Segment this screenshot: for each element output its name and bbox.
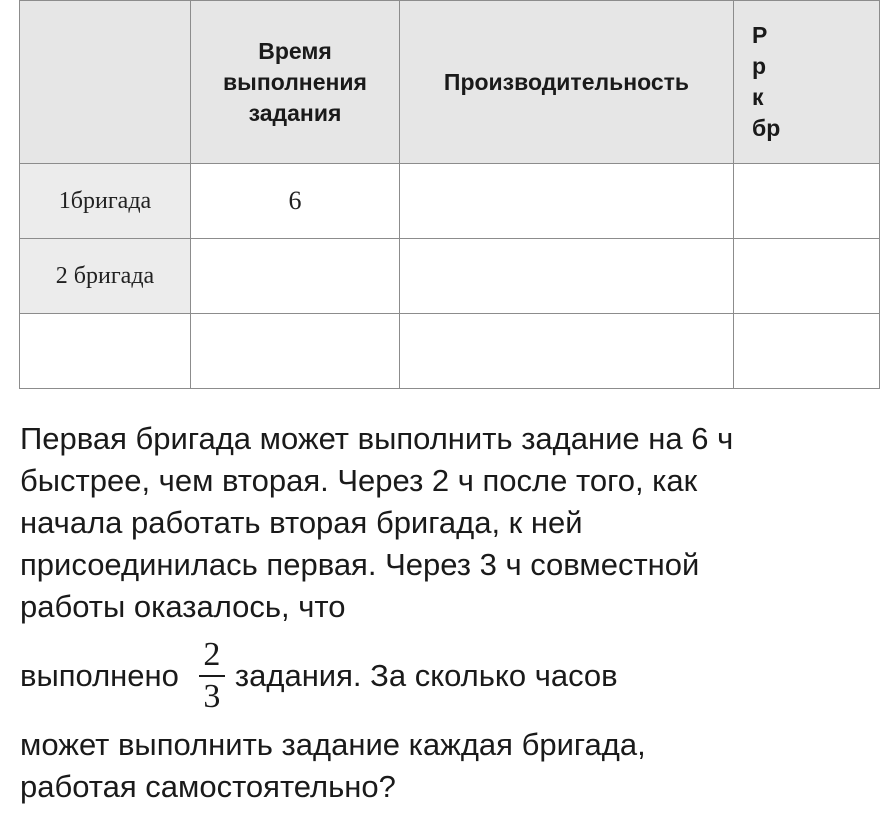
problem-fraction-line [20, 628, 765, 724]
table-row [20, 239, 880, 314]
row-label: 2 бригада [20, 239, 191, 314]
header-productivity-line: Производительность [443, 68, 690, 95]
fraction-denominator: 3 [203, 678, 221, 715]
header-productivity [400, 1, 734, 164]
table-cell [400, 239, 734, 314]
header-time-line: Время [258, 37, 332, 64]
problem-text-after-fraction: задания. За сколько часов [234, 658, 618, 693]
table-cell [734, 164, 880, 239]
header-work-line: Р [752, 22, 768, 48]
table-cell [400, 314, 734, 389]
header-work-line: р [752, 53, 767, 79]
table-cell: 6 [191, 164, 400, 239]
table-cell [734, 239, 880, 314]
row-label [20, 314, 191, 389]
table-cell [191, 239, 400, 314]
header-work [734, 1, 880, 164]
table-cell [734, 314, 880, 389]
table-header-row [20, 1, 880, 164]
header-time [191, 1, 400, 164]
table-row [20, 164, 880, 239]
data-table-container [19, 0, 781, 389]
problem-text-part3: может выполнить задание каждая бригада, работая самостоятельно? [20, 727, 646, 804]
fraction-numerator: 2 [203, 636, 221, 673]
header-time-line: выполнения [223, 68, 367, 95]
problem-statement [20, 418, 765, 808]
header-work-line: бр [752, 115, 781, 141]
header-corner-cell [20, 1, 191, 164]
table-cell [400, 164, 734, 239]
header-work-line: к [752, 84, 764, 110]
header-time-line: задания [248, 99, 342, 126]
problem-text-part1: Первая бригада может выполнить задание на 6 ч быстрее, чем вторая. Через 2 ч после того, как начала работать вторая бригада, к ней присоединилась первая. Через 3 ч совместной работы оказалось, что [20, 421, 734, 624]
table-row [20, 314, 880, 389]
data-table [19, 0, 880, 389]
fraction-two-thirds [199, 637, 225, 715]
table-cell [191, 314, 400, 389]
row-label: 1бригада [20, 164, 191, 239]
problem-text-before-fraction: выполнено [20, 658, 179, 693]
